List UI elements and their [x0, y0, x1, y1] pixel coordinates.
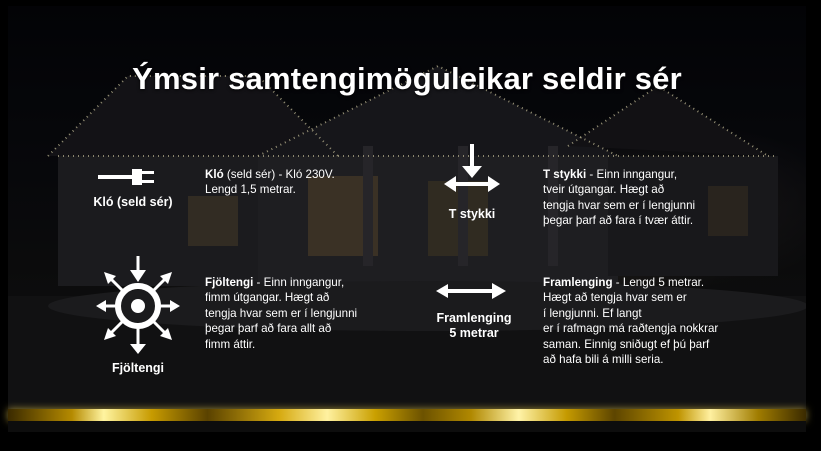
t-connector-label: T stykki: [448, 207, 496, 221]
extension-name: Framlenging: [543, 276, 613, 289]
page-title: Ýmsir samtengimöguleikar seldir sér: [132, 61, 682, 96]
plug-description: [205, 167, 335, 198]
extension-details: - Lengd 5 metrar. Hægt að tengja hvar sem er í lengjunni. Ef langt er í rafmagn má raðtengja nokkrar saman. Einnig sniðugt ef þú þarf að hafa bili á milli seria.: [543, 276, 719, 367]
multi-connector-details: - Einn inngangur, fimm útgangar. Hægt að tengja hvar sem er í lengjunni þegar þarf að fara allt að fimm áttir.: [205, 276, 358, 351]
extension-label: [426, 311, 522, 341]
extension-label-line1: Framlenging: [436, 311, 512, 325]
plug-icon: [98, 166, 156, 188]
t-connector-details: - Einn inngangur, tveir útgangar. Hægt að tengja hvar sem er í lengjunni þegar þarf að fara í tvær áttir.: [543, 168, 696, 228]
plug-name: Kló: [205, 168, 224, 181]
extension-label-line2: 5 metrar: [449, 326, 499, 340]
multi-connector-name: Fjöltengi: [205, 276, 254, 289]
multi-connector-label: Fjöltengi: [111, 361, 165, 375]
extension-description: [543, 275, 718, 367]
bottom-shadow: [8, 421, 806, 432]
gold-light-strip: [8, 409, 806, 421]
t-connector-description: [543, 167, 695, 229]
plug-label: Kló (seld sér): [93, 195, 173, 209]
t-connector-name: T stykki: [543, 168, 587, 181]
multi-connector-icon: [96, 256, 180, 354]
plug-details: (seld sér) - Kló 230V. Lengd 1,5 metrar.: [205, 168, 335, 197]
multi-connector-description: [205, 275, 357, 352]
banner-image: [8, 6, 806, 432]
t-connector-icon: [444, 144, 500, 192]
extension-arrow-icon: [436, 282, 506, 300]
